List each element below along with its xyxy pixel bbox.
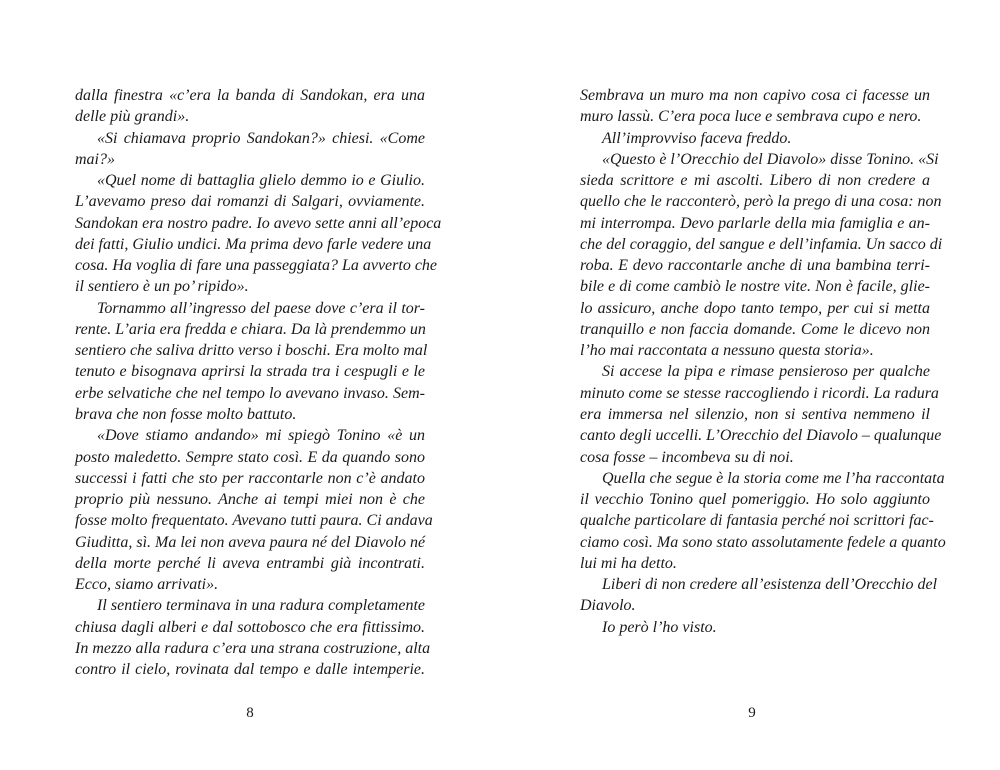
text-line: fosse molto frequentato. Avevano tutti paura. Ci andava <box>75 512 433 530</box>
left-page-text <box>75 85 442 680</box>
text-line: qualche particolare di fantasia perché noi scrittori fac- <box>580 512 934 530</box>
text-line: sentiero che saliva dritto verso i boschi. Era molto mal <box>75 342 428 360</box>
text-line: chiusa dagli alberi e dal sottobosco che era fittissimo. <box>75 618 425 636</box>
text-line: che del coraggio, del sangue e dell’infamia. Un sacco di <box>580 235 943 253</box>
text-line: Si accese la pipa e rimase pensieroso per qualche <box>602 363 930 381</box>
text-line: Sembrava un muro ma non capivo cosa ci facesse un <box>580 87 930 104</box>
text-line: Quella che segue è la storia come me l’ha raccontata <box>602 469 945 487</box>
text-line: l’ho mai raccontata a nessuno questa storia». <box>580 342 874 360</box>
right-page-number: 9 <box>748 705 756 721</box>
text-line: Sandokan era nostro padre. Io avevo sette anni all’epoca <box>75 214 442 232</box>
left-page-number: 8 <box>246 705 254 721</box>
text-line: sieda scrittore e mi ascolti. Libero di non credere a <box>580 172 930 190</box>
text-line: Giuditta, sì. Ma lei non aveva paura né del Diavolo né <box>75 533 426 551</box>
text-line: cosa. Ha voglia di fare una passeggiata? La avverto che <box>75 257 438 275</box>
text-line: delle più grandi». <box>75 108 190 126</box>
text-line: «Quel nome di battaglia glielo demmo io e Giulio. <box>97 172 425 190</box>
text-line: bile e di come cambiò le nostre vite. Non è facile, glie- <box>580 278 930 296</box>
text-line: L’avevamo preso dai romanzi di Salgari, ovviamente. <box>75 193 425 211</box>
text-line: ciamo così. Ma sono stato assolutamente fedele a quanto <box>580 533 946 551</box>
text-line: canto degli uccelli. L’Orecchio del Diavolo – qualunque <box>580 427 942 445</box>
text-line: tranquillo e non faccia domande. Come le dicevo non <box>580 320 930 338</box>
text-line: roba. E devo raccontarle anche di una bambina terri- <box>580 257 930 275</box>
text-line: dei fatti, Giulio undici. Ma prima devo farle vedere una <box>75 235 432 253</box>
text-line: successi i fatti che sto per raccontarle non c’è andato <box>75 469 425 487</box>
text-line: della morte perché li aveva entrambi già incontrati. <box>75 554 425 572</box>
text-line: mi interrompa. Devo parlarle della mia famiglia e an- <box>580 214 930 232</box>
text-line: mai?» <box>75 150 115 168</box>
text-line: Ecco, siamo arrivati». <box>75 576 219 594</box>
text-line: era immersa nel silenzio, non si sentiva nemmeno il <box>580 405 930 423</box>
text-line: il sentiero è un po’ ripido». <box>75 278 249 296</box>
text-line: All’improvviso faceva freddo. <box>602 129 792 147</box>
text-line: brava che non fosse molto battuto. <box>75 405 297 423</box>
text-line: Io però l’ho visto. <box>602 618 717 636</box>
text-line: rente. L’aria era fredda e chiara. Da là prendemmo un <box>75 320 426 338</box>
text-line: dalla finestra «c’era la banda di Sandokan, era una <box>75 87 425 104</box>
right-page-text <box>580 85 946 638</box>
text-line: Diavolo. <box>580 597 636 615</box>
text-line: posto maledetto. Sempre stato così. E da quando sono <box>75 448 425 466</box>
text-line: muro lassù. C’era poca luce e sembrava cupo e nero. <box>580 108 922 126</box>
text-line: Liberi di non credere all’esistenza dell’Orecchio del <box>602 576 938 594</box>
text-line: «Si chiamava proprio Sandokan?» chiesi. «Come <box>97 129 425 147</box>
text-line: In mezzo alla radura c’era una strana costruzione, alta <box>75 639 431 657</box>
text-line: «Questo è l’Orecchio del Diavolo» disse Tonino. «Si <box>602 150 939 168</box>
text-line: lo assicuro, anche dopo tanto tempo, per cui si metta <box>580 299 930 317</box>
text-line: lui mi ha detto. <box>580 554 677 572</box>
text-line: erbe selvatiche che nel tempo lo avevano invaso. Sem- <box>75 384 425 402</box>
text-line: minuto come se stesse raccogliendo i ricordi. La radura <box>580 384 939 402</box>
text-line: Tornammo all’ingresso del paese dove c’era il tor- <box>97 299 425 317</box>
text-line: «Dove stiamo andando» mi spiegò Tonino «è un <box>97 427 425 445</box>
text-line: cosa fosse – incombeva su di noi. <box>580 448 794 466</box>
text-line: tenuto e bisognava aprirsi la strada tra i cespugli e le <box>75 363 425 381</box>
text-line: proprio più nessuno. Anche ai tempi miei non è che <box>75 491 425 509</box>
text-line: il vecchio Tonino quel pomeriggio. Ho solo aggiunto <box>580 491 930 509</box>
text-line: contro il cielo, rovinata dal tempo e dalle intemperie. <box>75 661 425 679</box>
text-line: quello che le racconterò, però la prego di una cosa: non <box>580 193 942 211</box>
text-line: Il sentiero terminava in una radura completamente <box>97 597 425 615</box>
